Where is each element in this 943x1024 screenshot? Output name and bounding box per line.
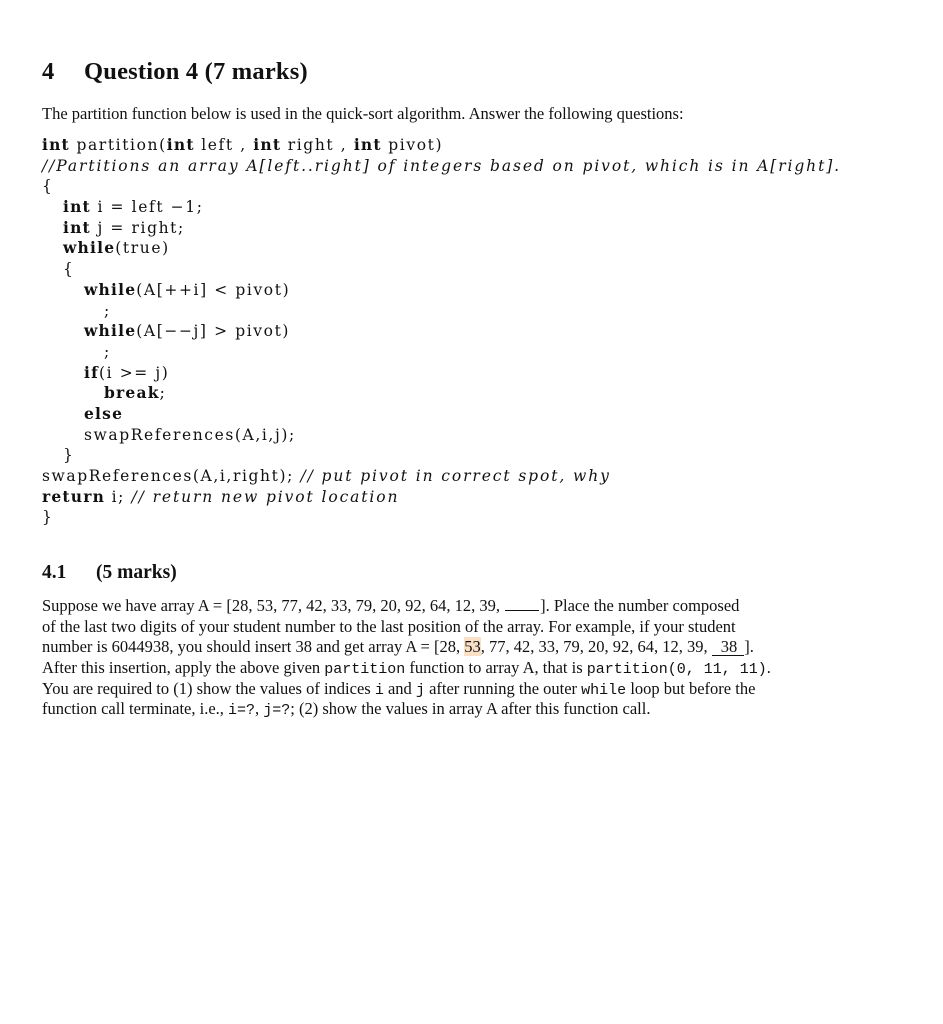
text: ]. <box>744 637 754 657</box>
text: after running the outer <box>424 678 582 698</box>
filled-blank: 38 <box>712 639 745 656</box>
intro-text: The partition function below is used in the quick-sort algorithm. Answer the following questions: <box>42 104 684 123</box>
text: , 77, 42, 33, 79, 20, 92, 64, 12, 39, <box>480 637 712 657</box>
inline-code: i=? <box>228 702 256 720</box>
subsection-title: (5 marks) <box>96 562 177 583</box>
code-line: swapReferences(A,i,j); <box>84 425 296 444</box>
text: Suppose we have array A = [28, 53, 77, 42, 33, 79, 20, 92, 64, 12, 39, <box>42 596 505 615</box>
code-text: right , <box>281 136 354 154</box>
code-line <box>42 466 841 487</box>
section-number: 4 <box>42 58 55 85</box>
code-text: (i >= j) <box>98 363 170 382</box>
highlighted-number: 53 <box>464 637 481 657</box>
paragraph-line <box>42 679 914 700</box>
code-line <box>42 383 841 404</box>
text: . <box>766 658 771 678</box>
code-text: swapReferences(A,i,right); <box>42 467 301 485</box>
code-text: left , <box>194 136 254 154</box>
code-text: (A[++i] < pivot) <box>136 280 291 299</box>
code-comment: //Partitions an array A[left..right] of integers based on pivot, which is in A[right]. <box>42 156 841 175</box>
code-line <box>42 238 841 259</box>
answer-blank <box>505 596 539 611</box>
text: loop but before the <box>626 678 756 698</box>
code-line <box>42 156 841 177</box>
code-keyword: int <box>63 197 91 217</box>
code-line <box>42 487 841 508</box>
inline-code: j=? <box>263 702 291 720</box>
code-keyword: int <box>42 135 70 154</box>
text: After this insertion, apply the above given <box>42 658 325 678</box>
inline-code: i <box>374 681 384 699</box>
code-text: i = left −1; <box>90 198 204 217</box>
code-line: { <box>42 177 54 196</box>
code-line <box>42 363 841 384</box>
code-line <box>42 218 841 239</box>
code-line: } <box>42 508 54 527</box>
code-line: } <box>63 446 75 465</box>
text: number is 6044938, you should insert 38 and get array A = [28, <box>42 637 465 657</box>
code-line <box>42 197 841 218</box>
code-keyword: while <box>63 238 116 258</box>
text: , <box>255 699 264 719</box>
code-keyword: break <box>104 383 160 403</box>
inline-code: partition(0, 11, 11) <box>586 661 767 679</box>
paragraph-line <box>42 658 914 679</box>
text: ; (2) show the values in array A after this function call. <box>290 699 651 719</box>
code-line <box>42 321 841 342</box>
text: function call terminate, i.e., <box>42 699 229 719</box>
text: and <box>383 678 416 698</box>
code-keyword: while <box>84 321 137 341</box>
text: ]. Place the number composed <box>540 596 740 615</box>
code-text: (A[−−j] > pivot) <box>136 322 291 341</box>
paragraph-line <box>42 637 914 658</box>
code-line: ; <box>104 342 111 361</box>
code-listing <box>42 135 841 528</box>
section-title: Question 4 (7 marks) <box>84 58 308 85</box>
code-keyword: else <box>84 403 124 423</box>
code-line: { <box>63 260 75 279</box>
code-text: partition( <box>69 136 167 154</box>
code-keyword: return <box>42 486 106 506</box>
inline-code: while <box>581 681 627 699</box>
inline-code: partition <box>324 661 406 679</box>
section-heading <box>42 58 308 86</box>
code-keyword: int <box>353 135 382 154</box>
code-comment: // put pivot in correct spot, why <box>300 467 611 485</box>
paragraph-line <box>42 596 914 617</box>
code-keyword: while <box>84 279 137 299</box>
code-line <box>42 404 841 425</box>
code-text: i; <box>105 487 132 506</box>
code-comment: // return new pivot location <box>131 487 400 506</box>
question-paragraph <box>42 596 914 720</box>
paragraph-line: of the last two digits of your student number to the last position of the array. For example, if your student <box>42 616 736 636</box>
inline-code: j <box>415 681 425 699</box>
code-keyword: if <box>84 362 99 382</box>
code-text: j = right; <box>90 218 185 237</box>
subsection-heading <box>42 562 177 584</box>
paragraph-line <box>42 699 914 720</box>
code-keyword: int <box>166 135 195 154</box>
code-text: pivot) <box>381 136 444 154</box>
code-line: ; <box>104 301 111 320</box>
code-text: ; <box>159 384 167 403</box>
code-text: (true) <box>115 239 170 258</box>
code-keyword: int <box>63 217 91 237</box>
code-line <box>42 280 841 301</box>
text: You are required to (1) show the values of indices <box>42 678 375 698</box>
subsection-number: 4.1 <box>42 562 67 583</box>
code-keyword: int <box>253 135 282 154</box>
text: function to array A, that is <box>405 658 587 678</box>
code-line <box>42 135 841 156</box>
